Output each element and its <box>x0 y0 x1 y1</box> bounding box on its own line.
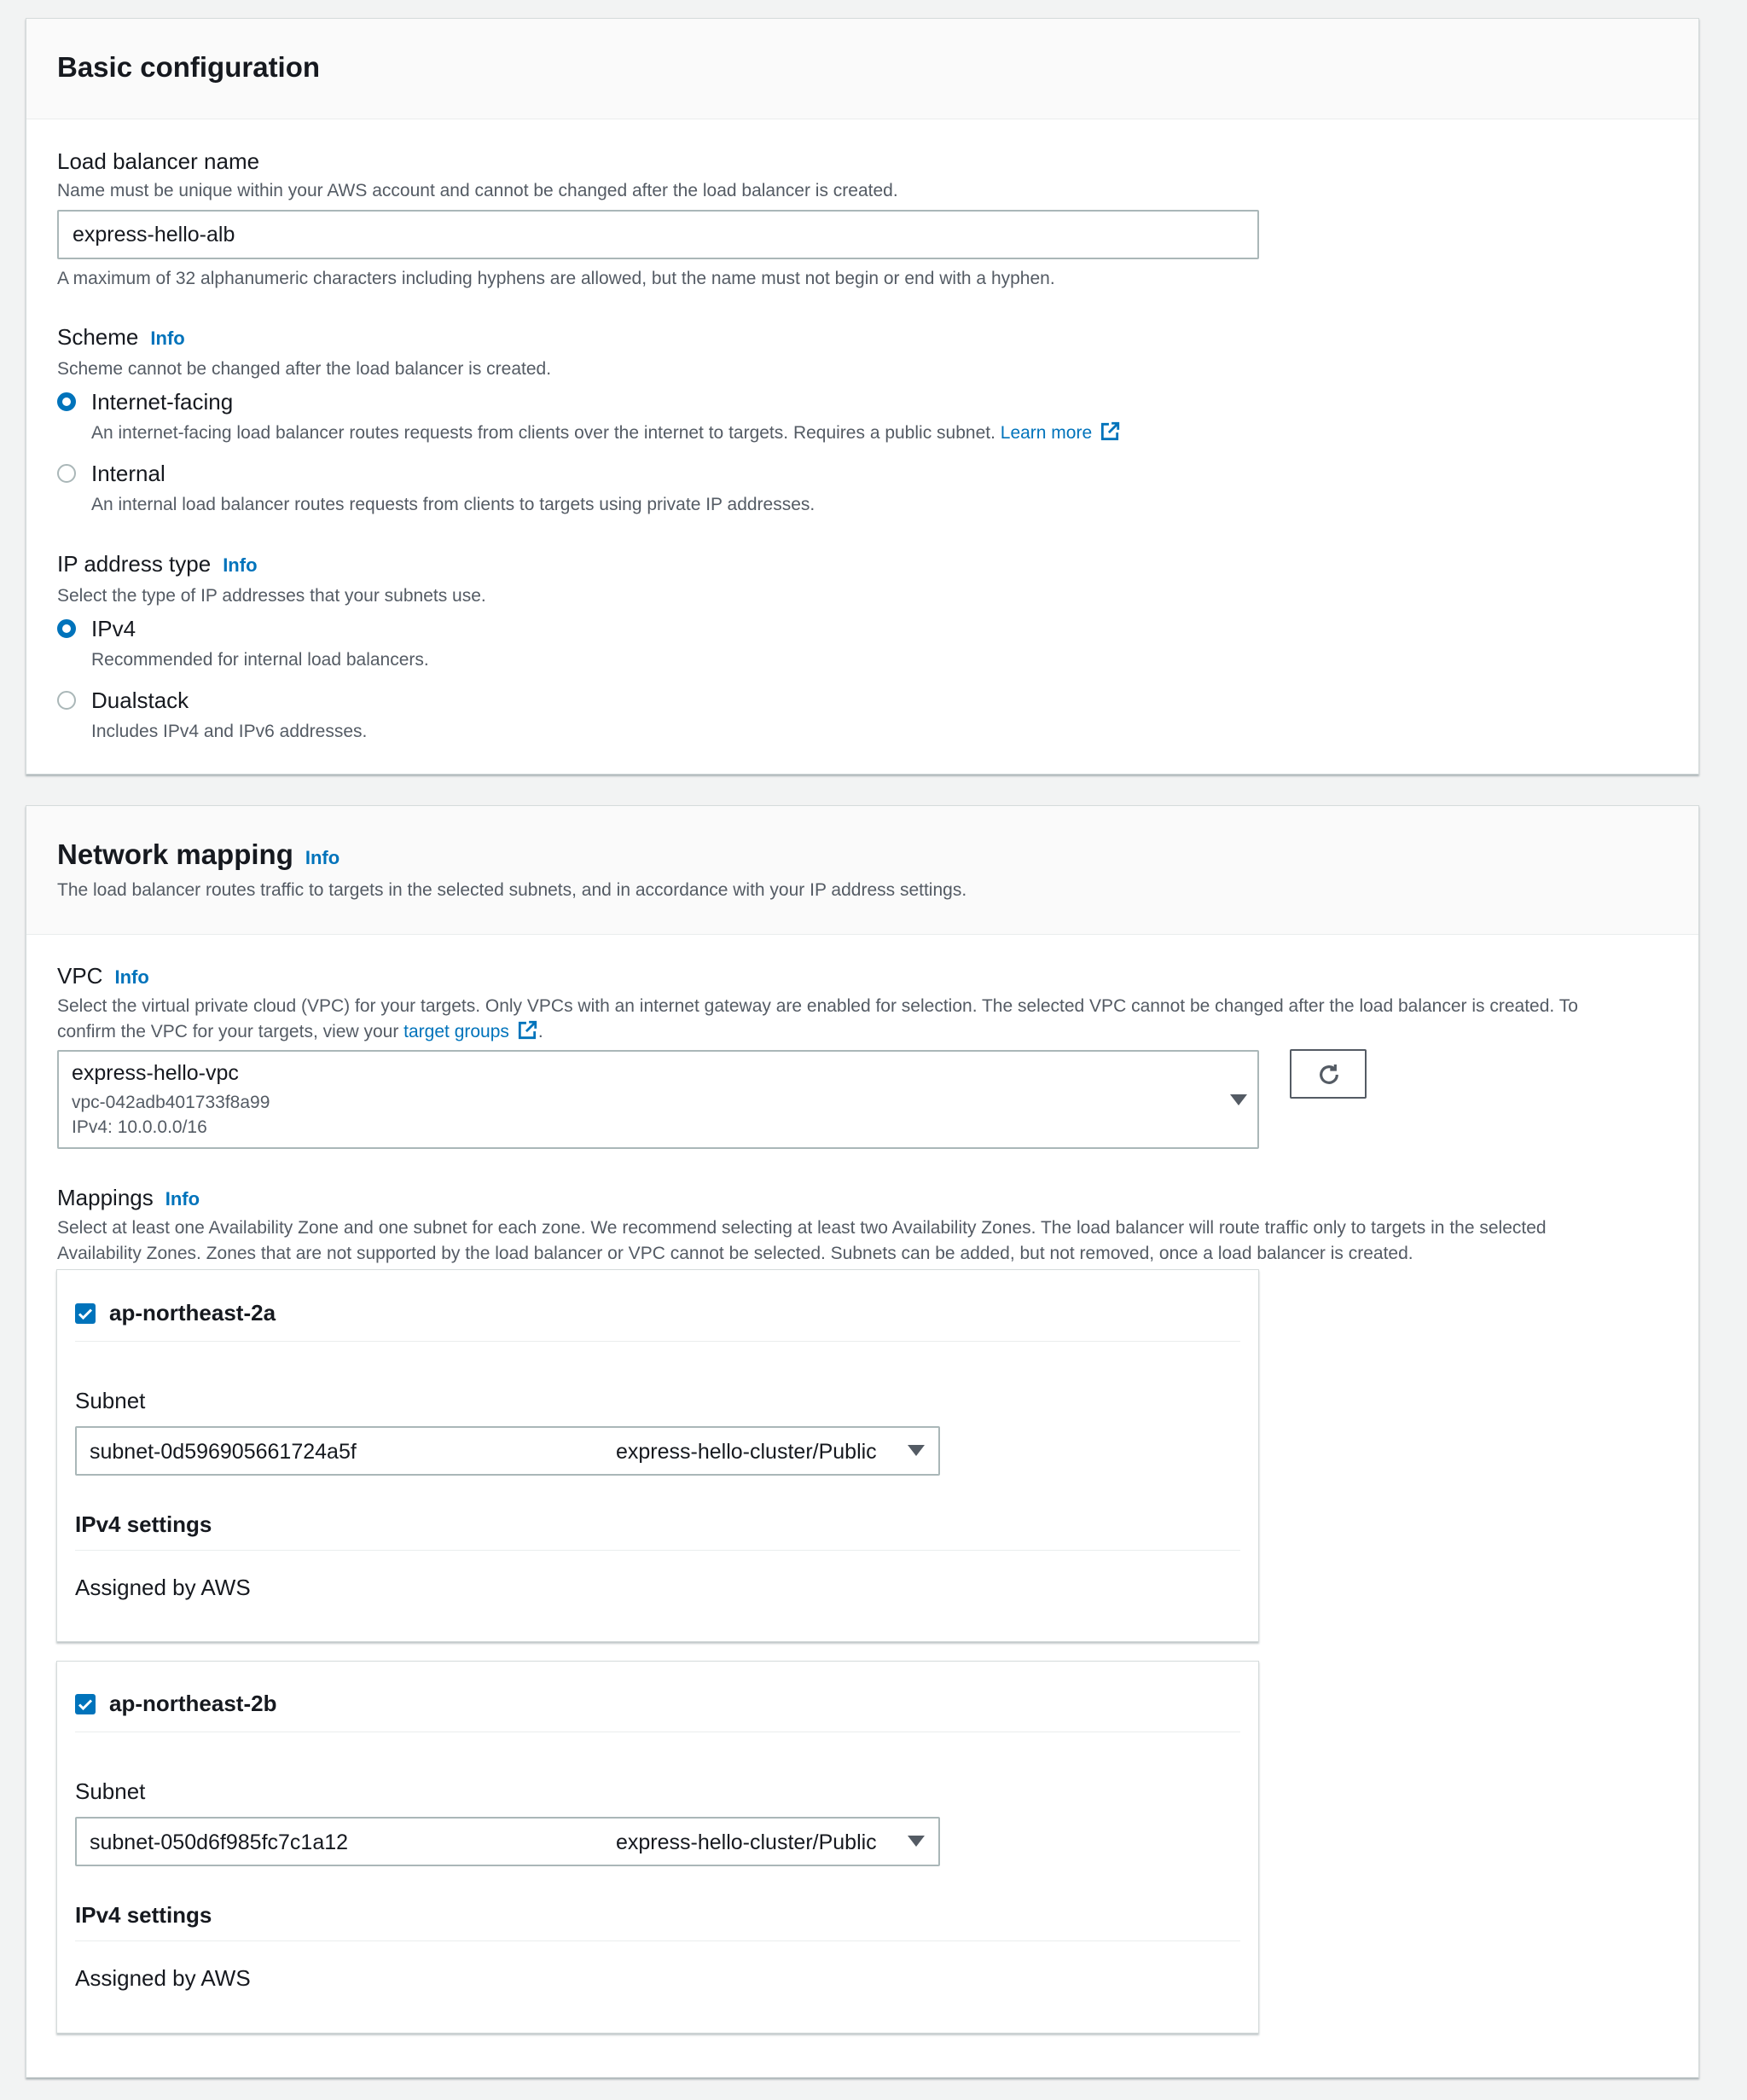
vpc-label: VPC <box>57 963 103 989</box>
vpc-select[interactable] <box>57 1050 1259 1149</box>
ip-ipv4-label[interactable]: IPv4 <box>91 616 136 641</box>
vpc-heading <box>57 963 149 989</box>
subnet-id: subnet-050d6f985fc7c1a12 <box>90 1830 349 1854</box>
chevron-down-icon <box>908 1836 925 1847</box>
ip-type-label: IP address type <box>57 551 212 577</box>
mappings-heading <box>57 1185 200 1211</box>
zone-divider <box>75 1341 1240 1342</box>
scheme-internet-facing-description <box>91 421 1121 446</box>
network-mapping-heading <box>57 838 340 871</box>
ip-ipv4-description: Recommended for internal load balancers. <box>91 650 429 670</box>
ipv4-settings-value: Assigned by AWS <box>75 1965 251 1991</box>
network-mapping-description: The load balancer routes traffic to targets in the selected subnets, and in accordance with your IP address settings. <box>57 880 967 900</box>
mappings-label: Mappings <box>57 1185 154 1210</box>
basic-configuration-panel <box>26 18 1699 774</box>
ip-dualstack-description: Includes IPv4 and IPv6 addresses. <box>91 722 368 741</box>
scheme-internal-label[interactable]: Internal <box>91 461 165 486</box>
scheme-internet-facing-radio[interactable] <box>57 392 76 411</box>
subnet-select-2b[interactable] <box>75 1817 940 1866</box>
basic-configuration-header <box>26 19 1698 119</box>
zone-card-ap-northeast-2b <box>56 1661 1259 2033</box>
lb-name-hint: A maximum of 32 alphanumeric characters including hyphens are allowed, but the name must not begin or end with a hyphen. <box>57 269 1055 288</box>
ip-dualstack-label[interactable]: Dualstack <box>91 687 189 713</box>
zone-checkbox-2b[interactable] <box>75 1694 96 1714</box>
external-link-icon[interactable] <box>516 1019 538 1041</box>
lb-name-label: Load balancer name <box>57 148 260 174</box>
checkmark-icon <box>75 1694 96 1714</box>
scheme-label: Scheme <box>57 324 139 350</box>
learn-more-link[interactable]: Learn more <box>1000 423 1093 443</box>
subnet-id: subnet-0d596905661724a5f <box>90 1440 357 1464</box>
vpc-description-text: confirm the VPC for your targets, view your <box>57 1022 399 1041</box>
vpc-select-id: vpc-042adb401733f8a99 <box>72 1093 270 1112</box>
ipv4-settings-title: IPv4 settings <box>75 1902 212 1928</box>
refresh-icon <box>1315 1061 1343 1088</box>
external-link-icon[interactable] <box>1099 421 1121 443</box>
chevron-down-icon <box>1230 1094 1247 1105</box>
vpc-description-line1: Select the virtual private cloud (VPC) for your targets. Only VPCs with an internet gateway are enabled for selection. The selected VPC cannot be changed after the load balancer is created. To <box>57 996 1578 1016</box>
network-mapping-info-link[interactable]: Info <box>305 847 340 868</box>
ipv4-divider <box>75 1940 1240 1941</box>
target-groups-link[interactable]: target groups <box>403 1022 509 1041</box>
network-mapping-title: Network mapping <box>57 838 293 870</box>
mappings-description-line1: Select at least one Availability Zone and one subnet for each zone. We recommend selecting at least two Availability Zones. The load balancer will route traffic only to targets in the selected <box>57 1218 1547 1238</box>
zone-checkbox-2a[interactable] <box>75 1303 96 1324</box>
zone-title-2b[interactable]: ap-northeast-2b <box>109 1691 277 1716</box>
ipv4-settings-value: Assigned by AWS <box>75 1575 251 1600</box>
subnet-label: Subnet <box>75 1778 146 1804</box>
subnet-name: express-hello-cluster/Public <box>616 1830 877 1854</box>
subnet-select-2a[interactable] <box>75 1426 940 1476</box>
scheme-info-link[interactable]: Info <box>150 328 185 349</box>
mappings-info-link[interactable]: Info <box>165 1188 200 1210</box>
scheme-internal-radio[interactable] <box>57 464 76 483</box>
refresh-button[interactable] <box>1290 1049 1367 1099</box>
basic-configuration-title: Basic configuration <box>57 51 321 83</box>
vpc-select-name: express-hello-vpc <box>72 1061 239 1085</box>
vpc-description-end: . <box>537 1022 543 1041</box>
chevron-down-icon <box>908 1445 925 1456</box>
ipv4-divider <box>75 1550 1240 1551</box>
ip-type-info-link[interactable]: Info <box>223 554 258 576</box>
subnet-name: express-hello-cluster/Public <box>616 1440 877 1464</box>
network-mapping-header <box>26 806 1698 935</box>
scheme-heading <box>57 324 185 351</box>
scheme-internal-description: An internal load balancer routes requests from clients to targets using private IP addresses. <box>91 495 815 514</box>
lb-name-input[interactable] <box>57 210 1259 259</box>
zone-card-ap-northeast-2a <box>56 1269 1259 1642</box>
zone-title-2a[interactable]: ap-northeast-2a <box>109 1300 276 1326</box>
ipv4-settings-title: IPv4 settings <box>75 1511 212 1537</box>
ip-ipv4-radio[interactable] <box>57 619 76 638</box>
vpc-description-line2 <box>57 1019 543 1045</box>
vpc-info-link[interactable]: Info <box>114 966 149 988</box>
scheme-internet-facing-text: An internet-facing load balancer routes requests from clients over the internet to targets. Requires a public subnet. <box>91 423 995 443</box>
mappings-description-line2: Availability Zones. Zones that are not supported by the load balancer or VPC cannot be selected. Subnets can be added, but not removed, once a load balancer is created. <box>57 1244 1413 1263</box>
ip-dualstack-radio[interactable] <box>57 691 76 710</box>
subnet-label: Subnet <box>75 1388 146 1413</box>
scheme-internet-facing-label[interactable]: Internet-facing <box>91 389 234 415</box>
checkmark-icon <box>75 1303 96 1324</box>
ip-type-description: Select the type of IP addresses that your subnets use. <box>57 586 486 606</box>
ip-type-heading <box>57 551 258 577</box>
vpc-select-cidr: IPv4: 10.0.0.0/16 <box>72 1117 207 1137</box>
scheme-description: Scheme cannot be changed after the load balancer is created. <box>57 359 552 379</box>
lb-name-description: Name must be unique within your AWS account and cannot be changed after the load balancer is created. <box>57 181 898 200</box>
